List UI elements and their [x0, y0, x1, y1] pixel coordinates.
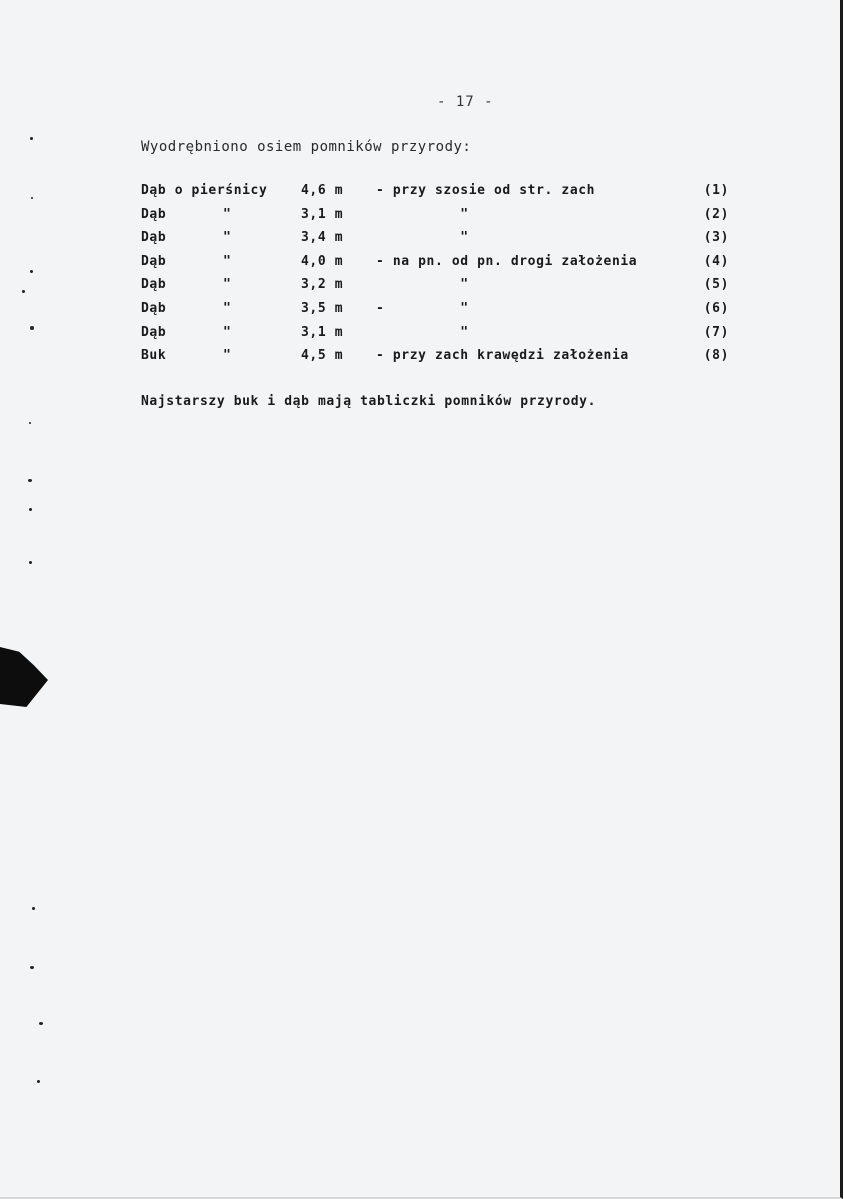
tree-species: Dąb [141, 206, 167, 222]
page-number: - 17 - [437, 94, 494, 110]
tree-location: - przy zach krawędzi założenia [376, 348, 629, 364]
tree-number: (7) [703, 324, 729, 340]
scan-speck [29, 508, 32, 511]
tree-number: (8) [703, 348, 729, 364]
scan-speck [29, 561, 32, 564]
tree-species: Dąb o pierśnicy [141, 183, 268, 198]
scan-speck [30, 270, 33, 273]
tree-species: Dąb [141, 300, 167, 316]
tree-list [141, 183, 741, 372]
tree-location: " [376, 324, 469, 340]
tree-location: - na pn. od pn. drogi założenia [376, 253, 638, 269]
tree-girth: 3,5 m [301, 300, 344, 316]
tree-ditto-mark: " [223, 230, 232, 246]
scan-speck [37, 1080, 40, 1083]
tree-species: Dąb [141, 277, 167, 293]
tree-girth: 4,0 m [301, 253, 344, 269]
tree-ditto-mark: " [223, 324, 232, 340]
tree-girth: 3,1 m [301, 324, 344, 340]
tree-girth: 3,4 m [301, 230, 344, 246]
tree-row [141, 277, 741, 301]
tree-row [141, 301, 741, 325]
footer-note: Najstarszy buk i dąb mają tabliczki pomników przyrody. [141, 394, 597, 409]
scan-speck [30, 137, 33, 140]
tree-number: (2) [703, 206, 729, 222]
tree-girth: 3,2 m [301, 277, 344, 293]
scan-speck [30, 966, 34, 969]
tree-location: " [376, 206, 469, 222]
tree-species: Buk [141, 348, 167, 364]
tree-ditto-mark: " [223, 253, 232, 269]
scan-speck [28, 479, 32, 482]
tree-number: (1) [703, 183, 729, 198]
scan-speck [31, 197, 33, 199]
tree-ditto-mark: " [223, 348, 232, 364]
tree-number: (3) [703, 230, 729, 246]
tree-girth: 4,6 m [301, 183, 344, 198]
tree-species: Dąb [141, 253, 167, 269]
tree-location: " [376, 277, 469, 293]
tree-row [141, 254, 741, 278]
scan-speck [29, 422, 31, 424]
binding-hole-mark [0, 647, 48, 707]
tree-number: (5) [703, 277, 729, 293]
tree-row [141, 183, 741, 207]
tree-ditto-mark: " [223, 206, 232, 222]
tree-number: (6) [703, 300, 729, 316]
tree-number: (4) [703, 253, 729, 269]
intro-text: Wyodrębniono osiem pomników przyrody: [141, 139, 472, 155]
scan-speck [30, 326, 34, 330]
tree-species: Dąb [141, 230, 167, 246]
tree-ditto-mark: " [223, 277, 232, 293]
tree-location: - " [376, 300, 469, 316]
tree-row [141, 230, 741, 254]
tree-location: " [376, 230, 469, 246]
tree-row [141, 207, 741, 231]
tree-girth: 3,1 m [301, 206, 344, 222]
tree-row [141, 325, 741, 349]
tree-girth: 4,5 m [301, 348, 344, 364]
tree-species: Dąb [141, 324, 167, 340]
scan-speck [39, 1022, 43, 1025]
scan-speck [32, 907, 35, 910]
tree-location: - przy szosie od str. zach [376, 183, 596, 198]
tree-row [141, 348, 741, 372]
scan-speck [22, 290, 25, 293]
tree-ditto-mark: " [223, 300, 232, 316]
